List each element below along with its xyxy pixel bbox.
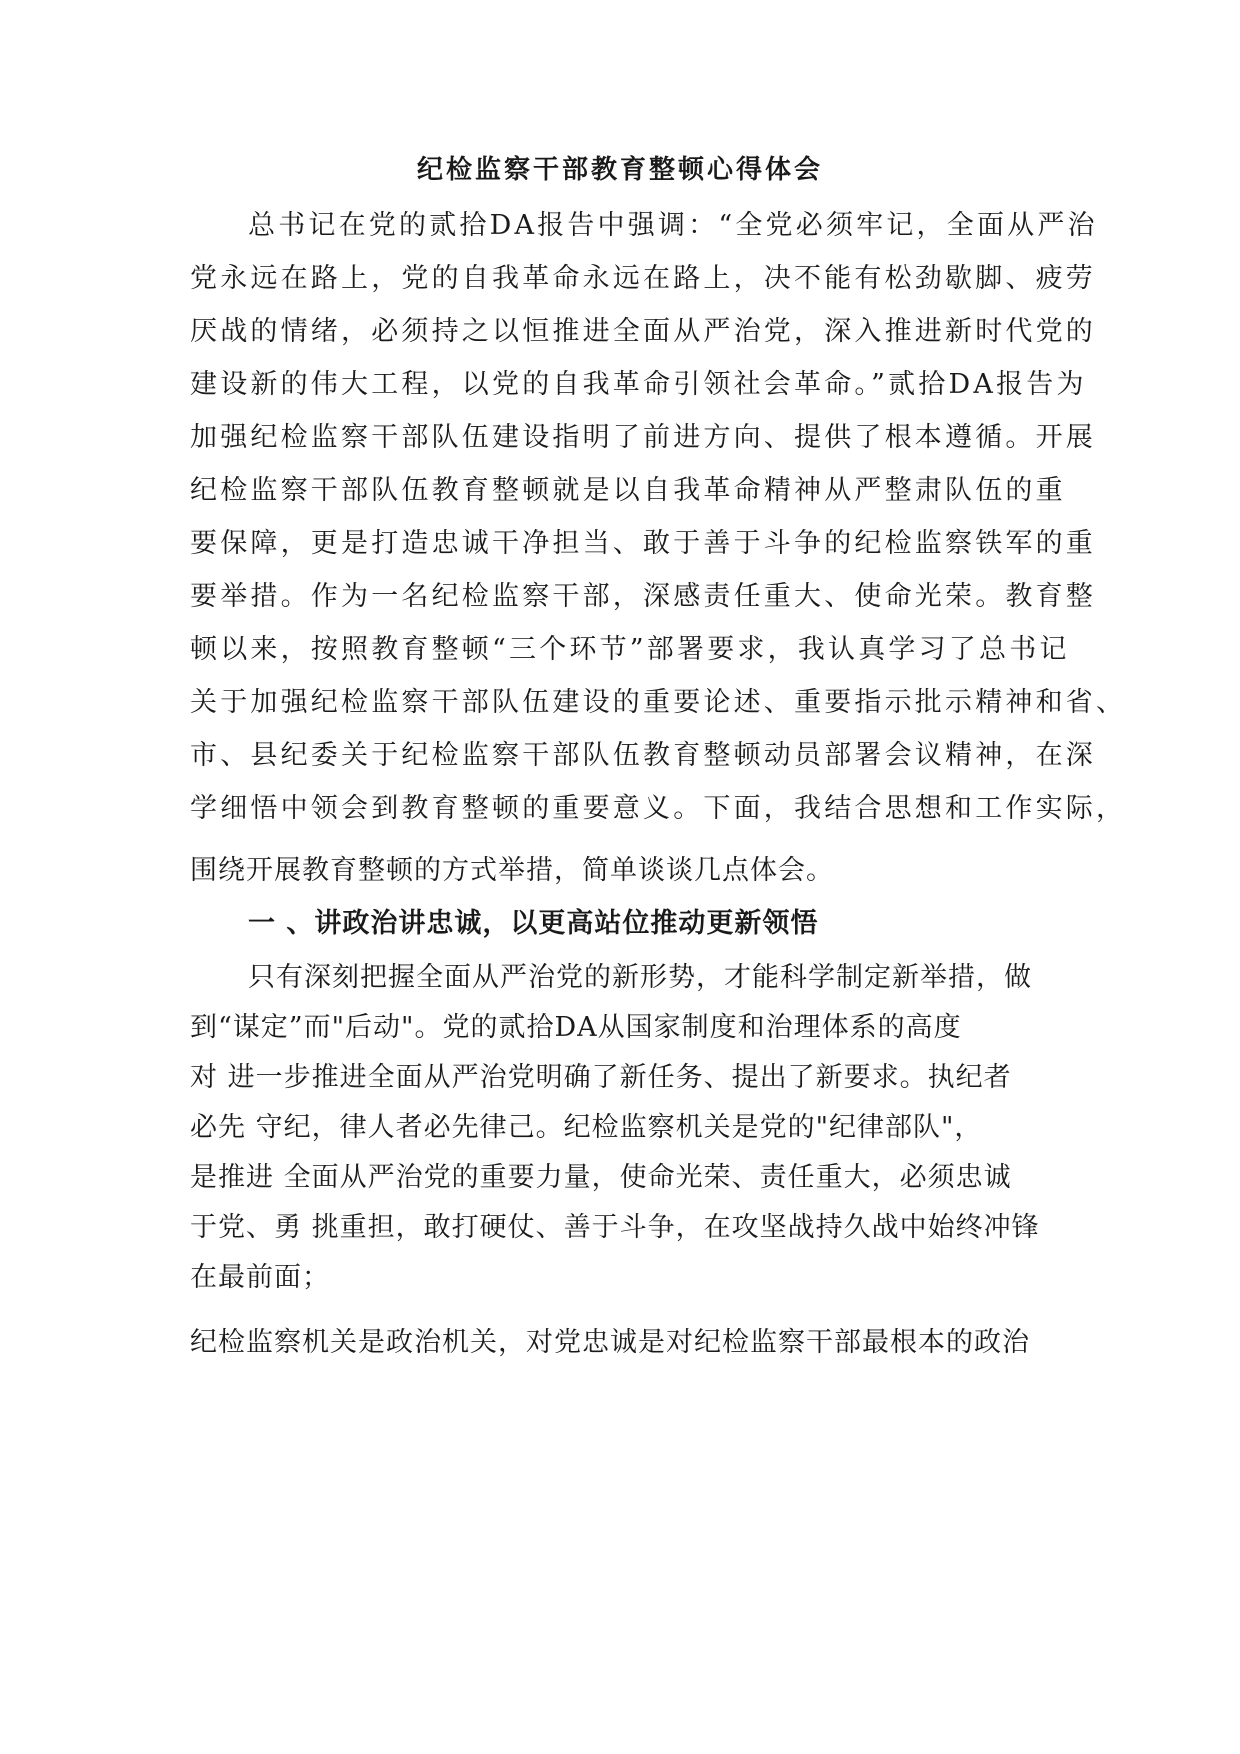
paragraph-1-line: 加强纪检监察干部队伍建设指明了前进方向、提供了根本遵循。开展 <box>190 422 1096 453</box>
paragraph-1-line: 关于加强纪检监察干部队伍建设的重要论述、重要指示批示精神和省、 <box>190 687 1127 718</box>
paragraph-2-line: 必先 守纪，律人者必先律己。纪检监察机关是党的"纪律部队"， <box>190 1112 983 1143</box>
paragraph-2-line: 只有深刻把握全面从严治党的新形势，才能科学制定新举措，做 <box>248 962 1032 993</box>
section-heading-1: 一 、讲政治讲忠诚，以更高站位推动更新领悟 <box>248 908 819 939</box>
paragraph-3-line: 纪检监察机关是政治机关，对党忠诚是对纪检监察干部最根本的政治 <box>190 1327 1030 1358</box>
paragraph-1-line: 总书记在党的贰拾DA报告中强调：“全党必须牢记，全面从严治 <box>248 210 1098 241</box>
paragraph-2-line: 到“谋定”而"后动"。党的贰拾DA从国家制度和治理体系的高度 <box>190 1012 962 1043</box>
document-title: 纪检监察干部教育整顿心得体会 <box>416 155 823 185</box>
paragraph-1-line: 学细悟中领会到教育整顿的重要意义。下面，我结合思想和工作实际， <box>190 793 1127 824</box>
paragraph-1-line: 建设新的伟大工程，以党的自我革命引领社会革命。”贰拾DA报告为 <box>190 369 1087 400</box>
paragraph-1-line: 厌战的情绪，必须持之以恒推进全面从严治党，深入推进新时代党的 <box>190 316 1096 347</box>
paragraph-1-line: 围绕开展教育整顿的方式举措，简单谈谈几点体会。 <box>190 855 834 886</box>
paragraph-1-line: 党永远在路上，党的自我革命永远在路上，决不能有松劲歇脚、疲劳 <box>190 263 1096 294</box>
paragraph-1-line: 要举措。作为一名纪检监察干部，深感责任重大、使命光荣。教育整 <box>190 581 1096 612</box>
paragraph-2-line: 在最前面； <box>190 1262 330 1293</box>
paragraph-2-line: 是推进 全面从严治党的重要力量，使命光荣、责任重大，必须忠诚 <box>190 1162 1012 1193</box>
paragraph-1-line: 市、县纪委关于纪检监察干部队伍教育整顿动员部署会议精神，在深 <box>190 740 1096 771</box>
paragraph-1-line: 顿以来，按照教育整顿“三个环节”部署要求，我认真学习了总书记 <box>190 634 1070 665</box>
paragraph-1-line: 要保障，更是打造忠诚干净担当、敢于善于斗争的纪检监察铁军的重 <box>190 528 1096 559</box>
paragraph-2-line: 于党、勇 挑重担，敢打硬仗、善于斗争，在攻坚战持久战中始终冲锋 <box>190 1212 1040 1243</box>
paragraph-2-line: 对 进一步推进全面从严治党明确了新任务、提出了新要求。执纪者 <box>190 1062 1012 1093</box>
paragraph-1-line: 纪检监察干部队伍教育整顿就是以自我革命精神从严整肃队伍的重 <box>190 475 1066 506</box>
